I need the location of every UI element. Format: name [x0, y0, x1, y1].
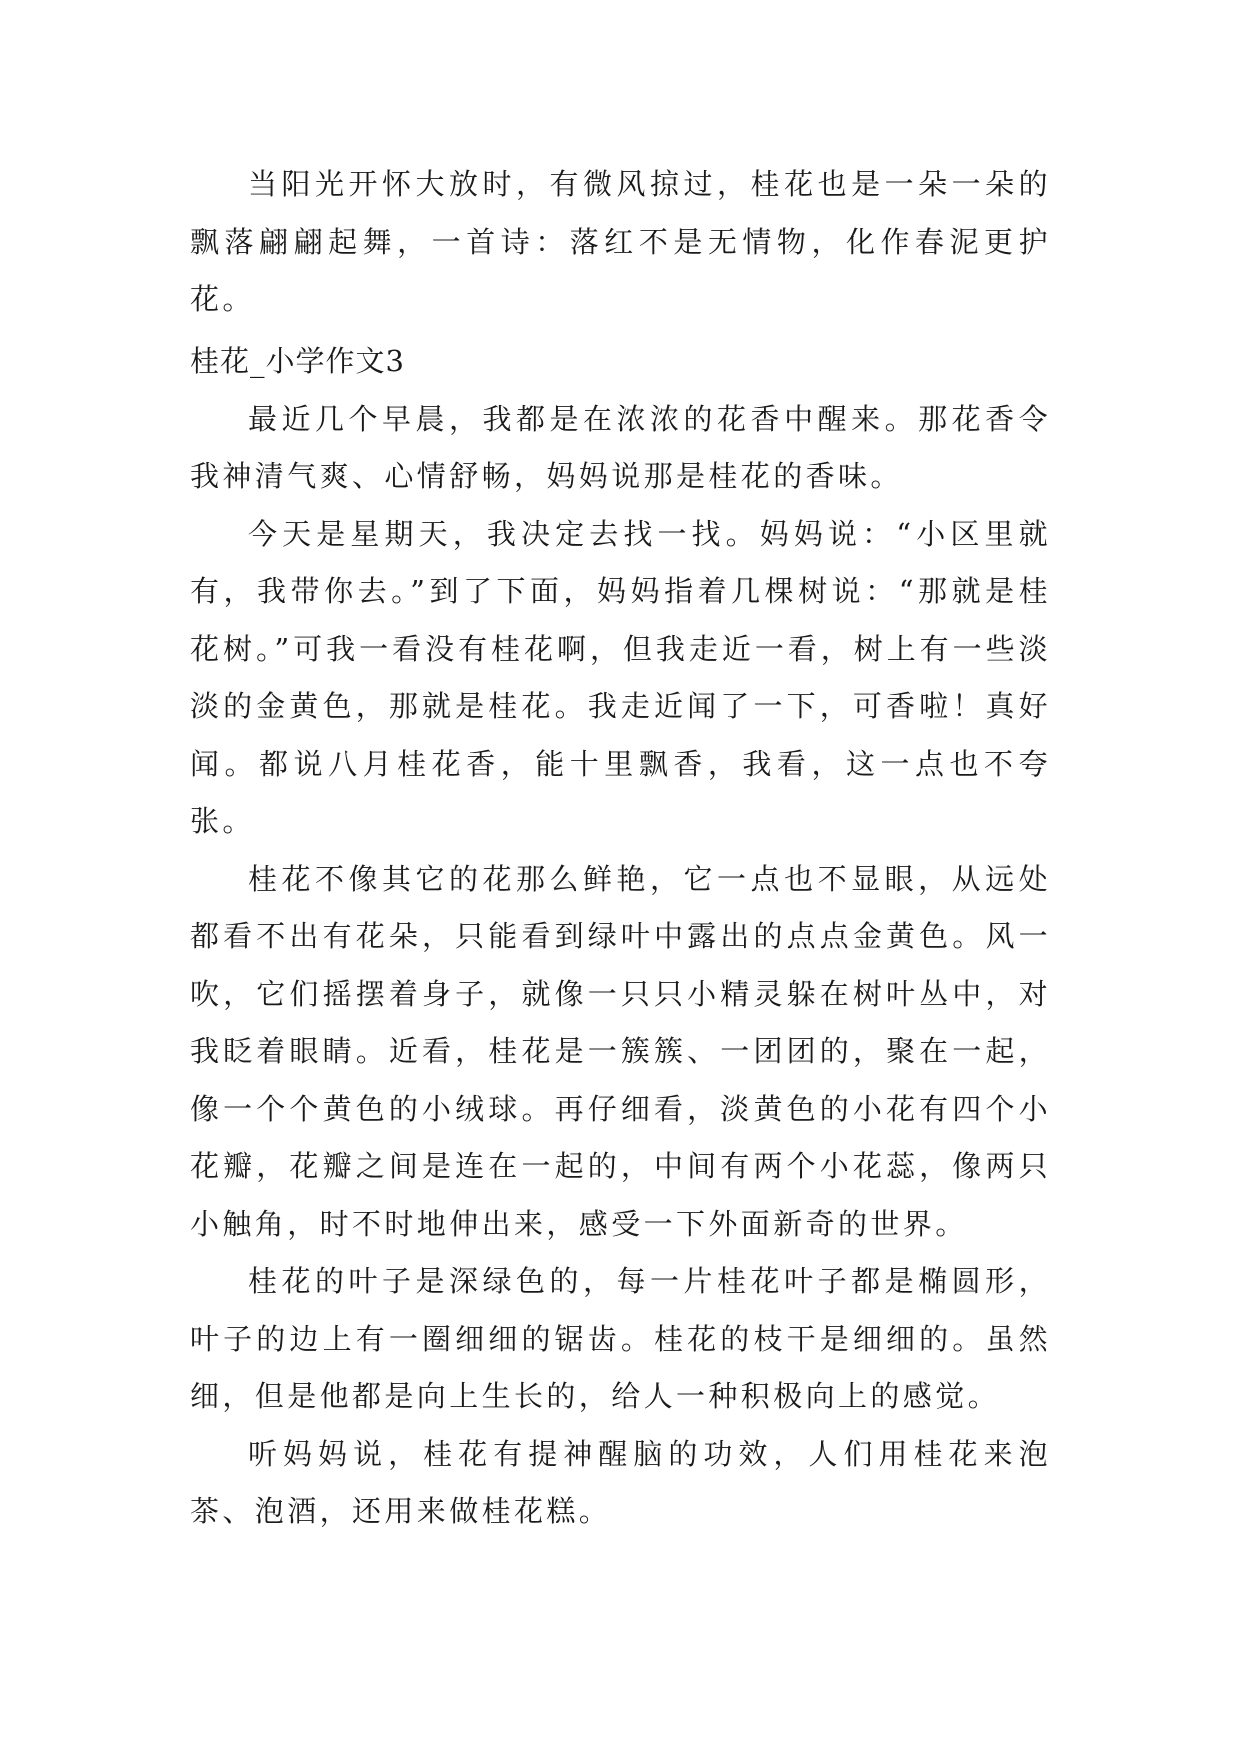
paragraph-1: 最近几个早晨，我都是在浓浓的花香中醒来。那花香令我神清气爽、心情舒畅，妈妈说那是桂花的香味。	[190, 401, 1051, 493]
paragraph-4: 桂花的叶子是深绿色的，每一片桂花叶子都是椭圆形，叶子的边上有一圈细细的锯齿。桂花的枝干是细细的。虽然细，但是他都是向上生长的，给人一种积极向上的感觉。	[190, 1264, 1051, 1413]
top-text-block	[190, 156, 1051, 329]
section-title: 桂花_小学作文3	[190, 344, 405, 378]
paragraph-2: 今天是星期天，我决定去找一找。妈妈说：“小区里就有，我带你去。”到了下面，妈妈指着几棵树说：“那就是桂花树。”可我一看没有桂花啊，但我走近一看，树上有一些淡淡的金黄色，那就是桂花。我走近闻了一下，可香啦！真好闻。都说八月桂花香，能十里飘香，我看，这一点也不夸张。	[190, 516, 1051, 838]
top-paragraph: 当阳光开怀大放时，有微风掠过，桂花也是一朵一朵的飘落翩翩起舞，一首诗：落红不是无情物，化作春泥更护花。	[190, 167, 1051, 316]
essay-section	[190, 333, 1051, 1541]
paragraph-3: 桂花不像其它的花那么鲜艳，它一点也不显眼，从远处都看不出有花朵，只能看到绿叶中露出的点点金黄色。风一吹，它们摇摆着身子，就像一只只小精灵躲在树叶丛中，对我眨着眼睛。近看，桂花是一簇簇、一团团的，聚在一起，像一个个黄色的小绒球。再仔细看，淡黄色的小花有四个小花瓣，花瓣之间是连在一起的，中间有两个小花蕊，像两只小触角，时不时地伸出来，感受一下外面新奇的世界。	[190, 861, 1051, 1241]
paragraph-5: 听妈妈说，桂花有提神醒脑的功效，人们用桂花来泡茶、泡酒，还用来做桂花糕。	[190, 1436, 1051, 1528]
